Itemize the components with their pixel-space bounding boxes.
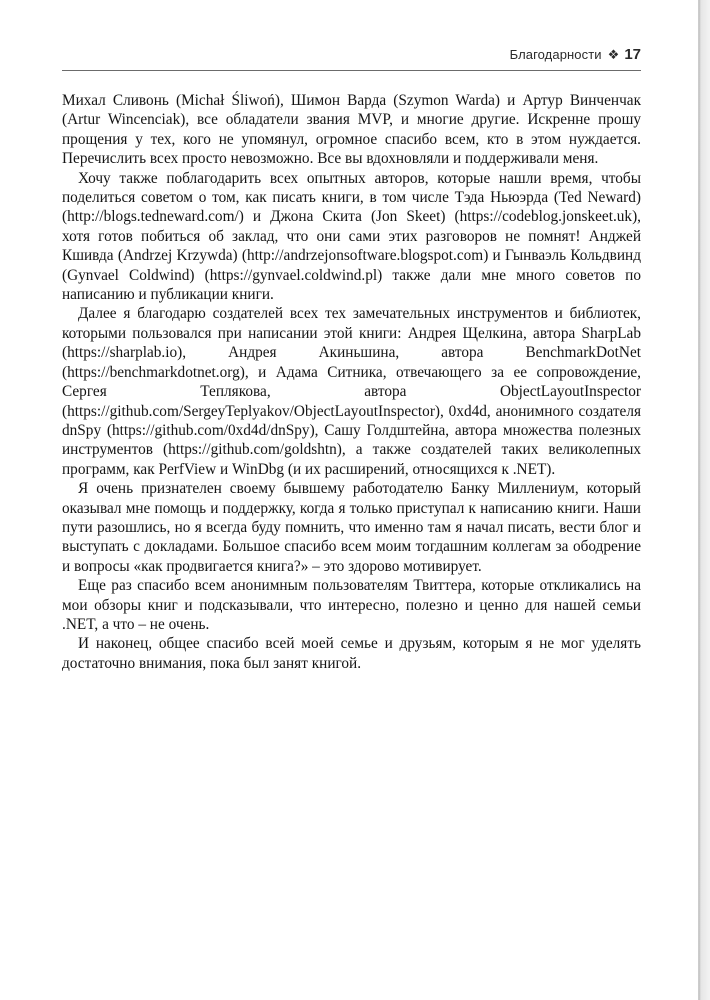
body-text — [62, 91, 641, 673]
paragraph: Еще раз спасибо всем анонимным пользователям Твиттера, которые откликались на мои обзоры книг и подсказывали, что интересно, полезно и ценно для нашей семьи .NET, а что – не очень. — [62, 577, 641, 633]
ornament-icon: ❖ — [607, 47, 620, 62]
paragraph: И наконец, общее спасибо всей моей семье и друзьям, которым я не мог уделять достаточно внимания, пока был занят книгой. — [62, 635, 641, 672]
page-edge — [698, 0, 710, 1000]
running-header — [62, 46, 641, 71]
paragraph: Михал Сливонь (Michał Śliwoń), Шимон Варда (Szymon Warda) и Артур Винченчак (Artur Wincenciak), все обладатели звания MVP, и многие другие. Искренне прошу прощения у тех, кого не упомянул, огромное спасибо всем, кто в этом нуждается. Перечислить всех просто невозможно. Все вы вдохновляли и поддерживали меня. — [62, 92, 641, 168]
paragraph: Хочу также поблагодарить всех опытных авторов, которые нашли время, чтобы поделиться советом о том, как писать книги, в том числе Тэда Ньюэрда (Ted Neward) (http://blogs.tedneward.com/) и Джона Скита (Jon Skeet) (https://codeblog.jonskeet.uk), хотя готов побиться об заклад, что они сами этих разговоров не помнят! Анджей Кшивда (Andrzej Krzywda) (http://andrzejonsoftware.blogspot.com) и Гынваэль Кольдвинд (Gynvael Coldwind) (https://gynvael.coldwind.pl) также дали мне много советов по написанию и публикации книги. — [62, 169, 641, 304]
paragraph: Я очень признателен своему бывшему работодателю Банку Миллениум, который оказывал мне помощь и поддержку, когда я только приступал к написанию книги. Наши пути разошлись, но я всегда буду помнить, что именно там я начал писать, вести блог и выступать с докладами. Большое спасибо всем моим тогдашним коллегам за ободрение и вопросы «как продвигается книга?» – это здорово мотивирует. — [62, 480, 641, 575]
section-title: Благодарности — [509, 47, 602, 62]
page-number: 17 — [624, 46, 641, 63]
paragraph: Далее я благодарю создателей всех тех замечательных инструментов и библиотек, которыми пользовался при написании этой книги: Андрея Щелкина, автора SharpLab (https://sharplab.io), Андрея Акиньшина, автора BenchmarkDotNet (https://benchmarkdotnet.org), и Адама Ситника, отвечающего за ее сопровождение, Сергея Теплякова, автора ObjectLayoutInspector (https://github.com/SergeyTeplyakov/ObjectLayoutInspector), 0xd4d, анонимного создателя dnSpy (https://github.com/0xd4d/dnSpy), Сашу Голдштейна, автора множества полезных инструментов (https://github.com/goldshtn), а также создателей таких великолепных программ, как PerfView и WinDbg (и их расширений, относящихся к .NET). — [62, 305, 641, 478]
